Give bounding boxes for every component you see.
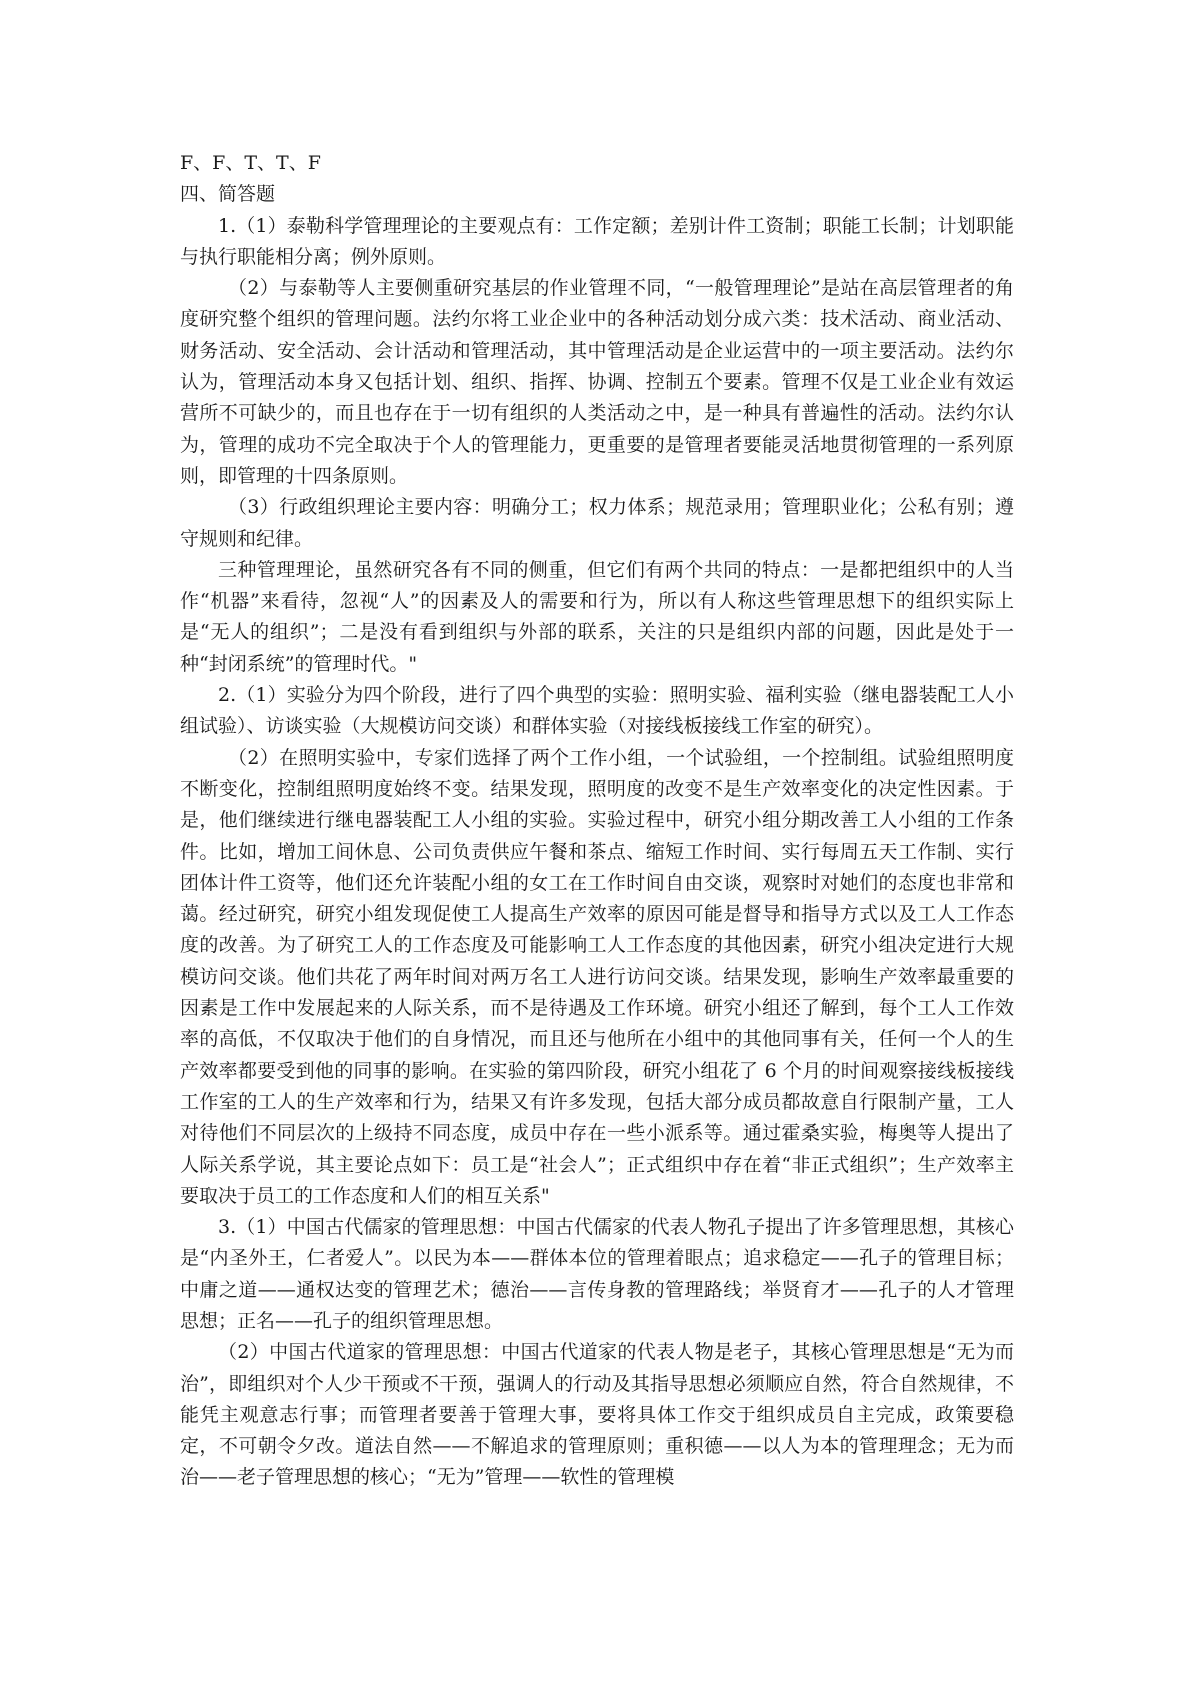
paragraph-3-1: 3.（1）中国古代儒家的管理思想：中国古代儒家的代表人物孔子提出了许多管理思想，其核心是“内圣外王，仁者爱人”。以民为本——群体本位的管理着眼点；追求稳定——孔子的管理目标；中庸之道——通权达变的管理艺术；德治——言传身教的管理路线；举贤育才——孔子的人才管理思想；正名——孔子的组织管理思想。	[180, 1216, 1014, 1332]
paragraph-1-2: （2）与泰勒等人主要侧重研究基层的作业管理不同，“一般管理理论”是站在高层管理者的角度研究整个组织的管理问题。法约尔将工业企业中的各种活动划分成六类：技术活动、商业活动、财务活动、安全活动、会计活动和管理活动，其中管理活动是企业运营中的一项主要活动。法约尔认为，管理活动本身又包括计划、组织、指挥、协调、控制五个要素。管理不仅是工业企业有效运营所不可缺少的，而且也存在于一切有组织的人类活动之中，是一种具有普遍性的活动。法约尔认为，管理的成功不完全取决于个人的管理能力，更重要的是管理者要能灵活地贯彻管理的一系列原则，即管理的十四条原则。	[180, 277, 1014, 487]
section-heading: 四、简答题	[180, 183, 276, 206]
paragraph-2-2: （2）在照明实验中，专家们选择了两个工作小组，一个试验组，一个控制组。试验组照明度不断变化，控制组照明度始终不变。结果发现，照明度的改变不是生产效率变化的决定性因素。于是，他们继续进行继电器装配工人小组的实验。实验过程中，研究小组分期改善工人小组的工作条件。比如，增加工间休息、公司负责供应午餐和茶点、缩短工作时间、实行每周五天工作制、实行团体计件工资等，他们还允许装配小组的女工在工作时间自由交谈，观察时对她们的态度也非常和蔼。经过研究，研究小组发现促使工人提高生产效率的原因可能是督导和指导方式以及工人工作态度的改善。为了研究工人的工作态度及可能影响工人工作态度的其他因素，研究小组决定进行大规模访问交谈。他们共花了两年时间对两万名工人进行访问交谈。结果发现，影响生产效率最重要的因素是工作中发展起来的人际关系，而不是待遇及工作环境。研究小组还了解到，每个工人工作效率的高低，不仅取决于他们的自身情况，而且还与他所在小组中的其他同事有关，任何一个人的生产效率都要受到他的同事的影响。在实验的第四阶段，研究小组花了 6 个月的时间观察接线板接线工作室的工人的生产效率和行为，结果又有许多发现，包括大部分成员都故意自行限制产量，工人对待他们不同层次的上级持不同态度，成员中存在一些小派系等。通过霍桑实验，梅奥等人提出了人际关系学说，其主要论点如下：员工是“社会人”；正式组织中存在着“非正式组织”；生产效率主要取决于员工的工作态度和人们的相互关系"	[180, 746, 1014, 1207]
paragraph-1-1: 1.（1）泰勒科学管理理论的主要观点有：工作定额；差别计件工资制；职能工长制；计划职能与执行职能相分离；例外原则。	[180, 214, 1014, 268]
document-body	[180, 148, 1014, 1494]
answer-key-line: F、F、T、T、F	[180, 152, 321, 174]
paragraph-1-summary: 三种管理理论，虽然研究各有不同的侧重，但它们有两个共同的特点：一是都把组织中的人当作“机器”来看待，忽视“人”的因素及人的需要和行为，所以有人称这些管理思想下的组织实际上是“无人的组织”；二是没有看到组织与外部的联系，关注的只是组织内部的问题，因此是处于一种“封闭系统”的管理时代。"	[180, 558, 1014, 675]
paragraph-2-1: 2.（1）实验分为四个阶段，进行了四个典型的实验：照明实验、福利实验（继电器装配工人小组试验）、访谈实验（大规模访问交谈）和群体实验（对接线板接线工作室的研究）。	[180, 684, 1014, 738]
paragraph-3-2: （2）中国古代道家的管理思想：中国古代道家的代表人物是老子，其核心管理思想是“无为而治”，即组织对个人少干预或不干预，强调人的行动及其指导思想必须顺应自然，符合自然规律，不能凭主观意志行事；而管理者要善于管理大事，要将具体工作交于组织成员自主完成，政策要稳定，不可朝令夕改。道法自然——不解追求的管理原则；重积德——以人为本的管理理念；无为而治——老子管理思想的核心；“无为”管理——软性的管理模	[180, 1341, 1014, 1489]
paragraph-1-3: （3）行政组织理论主要内容：明确分工；权力体系；规范录用；管理职业化；公私有别；遵守规则和纪律。	[180, 496, 1014, 550]
